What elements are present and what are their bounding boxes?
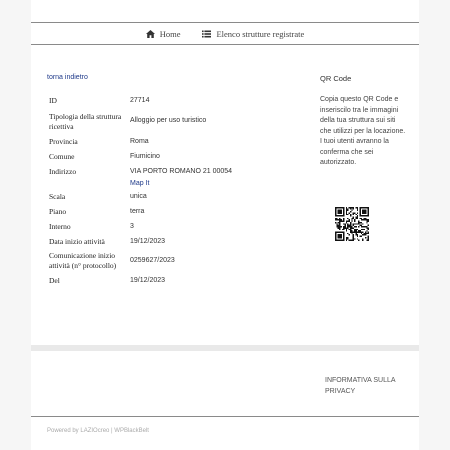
detail-label: Tipologia della struttura ricettiva [49,112,122,131]
map-it-link[interactable]: Map It [130,180,150,187]
back-link[interactable]: torna indietro [47,74,88,81]
detail-value: 3 [130,223,134,230]
detail-label: Provincia [49,137,78,146]
detail-value: 19/12/2023 [130,277,166,284]
footer-credits [47,428,149,434]
nav-home[interactable] [146,29,181,39]
header-divider-bottom [31,44,419,45]
home-icon [146,30,155,38]
detail-label: Scala [49,192,66,201]
detail-value: Alloggio per uso turistico [130,117,207,124]
qr-code-instructions: Copia questo QR Code e inseriscilo tra le immagini della tua struttura sui siti che utilizzi per la locazione. I tuoi utenti avranno la conferma che sei autorizzato. [320,96,406,166]
detail-label: Data inizio attività [49,237,105,246]
detail-label: Indirizzo [49,167,77,176]
main-nav [31,23,419,44]
footer-prefix: Powered by [47,428,79,434]
detail-value-address [130,167,250,189]
address-text: VIA PORTO ROMANO 21 00054 [130,168,233,175]
detail-value: Fiumicino [130,153,160,160]
detail-label: ID [49,96,57,105]
detail-label: Del [49,276,60,285]
detail-label: Comunicazione inizio attività (n° protocollo) [49,251,117,270]
footer-brand-laziocreo[interactable]: LAZIOcreo [80,428,110,434]
detail-label: Comune [49,152,75,161]
detail-value: 27714 [130,97,150,104]
detail-label: Interno [49,222,71,231]
qr-code-image[interactable] [335,207,369,241]
detail-value: unica [130,193,147,200]
privacy-policy-link[interactable]: INFORMATIVA SULLA PRIVACY [325,377,396,395]
footer-divider [31,416,419,417]
detail-value: terra [130,208,145,215]
footer-brand-wpblackbelt[interactable]: WPBlackBelt [114,428,149,434]
nav-home-label: Home [159,28,181,39]
detail-label: Piano [49,207,67,216]
detail-value: 0259627/2023 [130,257,175,264]
detail-value: Roma [130,138,149,145]
qr-code-title: QR Code [320,74,352,83]
region-logo-icon[interactable] [80,0,108,6]
nav-registered-list[interactable] [202,29,304,39]
page-container [31,0,419,450]
footer-band [31,345,419,351]
nav-registered-list-label: Elenco strutture registrate [216,28,305,39]
footer-separator: | [111,428,113,434]
detail-value: 19/12/2023 [130,238,166,245]
list-icon [202,30,211,38]
